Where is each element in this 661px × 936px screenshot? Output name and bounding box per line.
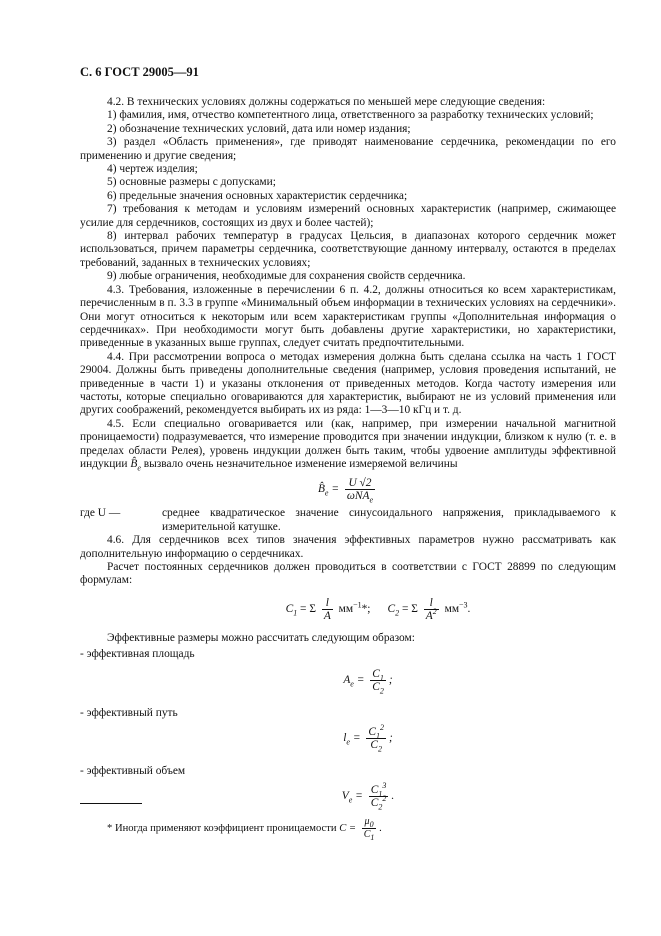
para-effective: Эффективные размеры можно рассчитать следующим образом: xyxy=(107,631,415,644)
effective-volume-item: - эффективный объем $V_e$ = $\frac{C_1^3}{C_2^2}$ . xyxy=(80,765,616,809)
list-item-4: 4) чертеж изделия; xyxy=(107,163,198,176)
formula-effective-path: $l_e$ = $\frac{C_1^2}{C_2}$ ; xyxy=(343,723,393,754)
formula-effective-area: $A_e$ = $\frac{C_1}{C_2}$ ; xyxy=(343,667,393,695)
formula-induction: $B̂_e$ = $\frac{U √2}{\omega NA_e}$ xyxy=(317,477,374,505)
para-4-5 xyxy=(80,418,616,472)
footnote-divider xyxy=(80,803,142,804)
footnote-formula: C = $\frac{\mu_0}{C_1}$ . xyxy=(339,816,383,842)
page-body xyxy=(80,96,616,812)
list-item-1: 1) фамилия, имя, отчество компетентного лица, ответственного за разработку технических условий; xyxy=(107,109,594,122)
list-item-3: 3) раздел «Область применения», где приводят наименование сердечника, рекомендации по его применению и другие сведения; xyxy=(80,136,616,162)
para-4-3: 4.3. Требования, изложенные в перечислении 6 п. 4.2, должны относиться ко всем характеристикам, перечисленным в п. 3.3 в группе «Минимальный объем информации в технических условиях на сердечники». Они могут относиться к некоторым или всем характеристикам группы «Дополнительная информация о сердечниках». При необходимости могут быть добавлены другие характеристики, но характеристики, приведенные в указанных выше группах, следует считать предпочтительными. xyxy=(80,283,616,350)
effective-area-item: - эффективная площадь $A_e$ = $\frac{C_1}{C_2}$ ; xyxy=(80,648,616,692)
where-definition: где U — среднее квадратическое значение синусоидального напряжения, прикладываемого к измерительной катушке. xyxy=(80,507,616,533)
formula-constants: $C_1 = \Sigma$ $\frac{l}{A}$ $мм^{-1}*$; $C_2 = \Sigma$ $\frac{l}{A^2}$ $мм^{-3}$. xyxy=(285,596,471,622)
para-calc: Расчет постоянных сердечников должен проводиться в соответствии с ГОСТ 28899 по следующим формулам: xyxy=(80,561,616,587)
footnote: * Иногда применяют коэффициент проницаемости C = $\frac{\mu_0}{C_1}$ . xyxy=(107,816,383,842)
para-4-5-tail: вызвало очень незначительное изменение измеряемой величины xyxy=(143,457,458,470)
page-header: С. 6 ГОСТ 29005—91 xyxy=(80,65,199,79)
list-item-9: 9) любые ограничения, необходимые для сохранения свойств сердечника. xyxy=(107,270,466,283)
b-hat-symbol: $B̂_e$ xyxy=(130,457,141,473)
list-item-6: 6) предельные значения основных характеристик сердечника; xyxy=(107,189,408,202)
list-item-5: 5) основные размеры с допусками; xyxy=(107,176,276,189)
list-item-7: 7) требования к методам и условиям измерений основных характеристик (например, сжимающее усилие для сердечников, состоящих из двух и более частей); xyxy=(80,203,616,229)
formula-effective-volume: $V_e$ = $\frac{C_1^3}{C_2^2}$ . xyxy=(341,781,395,812)
para-4-2: 4.2. В технических условиях должны содержаться по меньшей мере следующие сведения: xyxy=(107,96,546,108)
list-item-2: 2) обозначение технических условий, дата или номер издания; xyxy=(107,122,411,135)
list-item-8: 8) интервал рабочих температур в градусах Цельсия, в диапазонах которого сердечник может использоваться, причем параметры сердечника, соответствующие данному интервалу, остаются в пределах требований, заданных в технических условиях; xyxy=(80,230,616,269)
effective-path-item: - эффективный путь $l_e$ = $\frac{C_1^2}{C_2}$ ; xyxy=(80,707,616,751)
para-4-4: 4.4. При рассмотрении вопроса о методах измерения должна быть сделана ссылка на часть 1 ГОСТ 29004. Должны быть приведены дополнительные сведения (например, условия проведения испытаний, не приведенные в части 1) и указаны отклонения от приведенных методов. Когда частоту измерения или частоты, которые специально оговариваются для характеристик, выбирают не из условий применения или других соображений, рекомендуется выбирать их из ряда: 1—3—10 кГц и т. д. xyxy=(80,350,616,417)
para-4-5-text: 4.5. Если специально оговаривается или (как, например, при измерении начальной магнитной проницаемости) подразумевается, что измерение проводится при значении индукции, близком к нулю (т. е. в пределах области Релея), уровень индукции должен быть таким, чтобы удвоение амплитуды эффективной индукции xyxy=(80,417,616,470)
para-4-6: 4.6. Для сердечников всех типов значения эффективных параметров нужно рассматривать как дополнительную информацию о сердечниках. xyxy=(80,534,616,560)
